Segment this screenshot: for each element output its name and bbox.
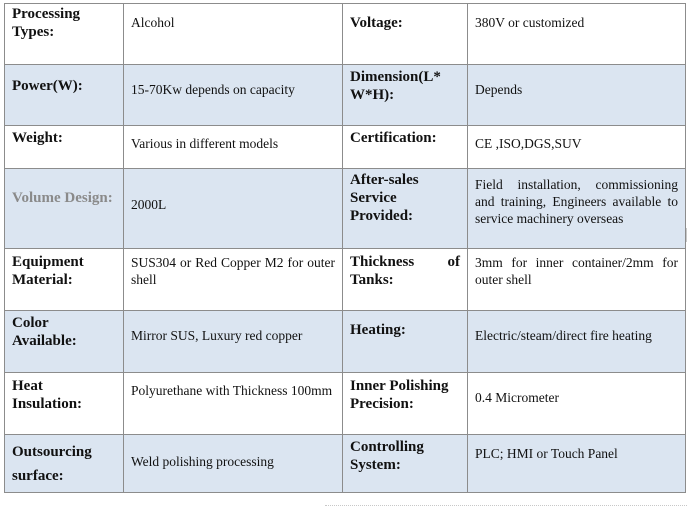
spec-value: Various in different models xyxy=(124,126,343,169)
table-row xyxy=(5,311,686,373)
spec-value: PLC; HMI or Touch Panel xyxy=(468,435,686,493)
spec-value: 15-70Kw depends on capacity xyxy=(124,65,343,126)
product-spec-table xyxy=(4,3,686,493)
spec-value: Electric/steam/direct fire heating xyxy=(468,311,686,373)
spec-value: 0.4 Micrometer xyxy=(468,373,686,435)
table-row xyxy=(5,249,686,311)
spec-label: Volume Design: xyxy=(5,169,124,249)
spec-label: After-sales Service Provided: xyxy=(343,169,468,249)
spec-value: SUS304 or Red Copper M2 for outer shell xyxy=(124,249,343,311)
spec-label: Weight: xyxy=(5,126,124,169)
spec-label: Processing Types: xyxy=(5,4,124,65)
table-row xyxy=(5,126,686,169)
spec-label: Inner Polishing Precision: xyxy=(343,373,468,435)
spec-value: CE ,ISO,DGS,SUV xyxy=(468,126,686,169)
spec-label: Voltage: xyxy=(343,4,468,65)
spec-label: Heat Insulation: xyxy=(5,373,124,435)
spec-value: Weld polishing processing xyxy=(124,435,343,493)
spec-value: Field installation, commissioning and training, Engineers available to service machinery overseas xyxy=(468,169,686,249)
spec-label: Dimension(L* W*H): xyxy=(343,65,468,126)
table-row xyxy=(5,169,686,249)
spec-label: Controlling System: xyxy=(343,435,468,493)
table-row xyxy=(5,373,686,435)
page-edge-tick xyxy=(686,228,687,242)
spec-value: 3mm for inner container/2mm for outer shell xyxy=(468,249,686,311)
spec-label: Color Available: xyxy=(5,311,124,373)
spec-label: Outsourcing surface: xyxy=(5,435,124,493)
spec-value: Mirror SUS, Luxury red copper xyxy=(124,311,343,373)
spec-label: Power(W): xyxy=(5,65,124,126)
page-edge-rule xyxy=(325,505,688,506)
spec-label: Thickness of Tanks: xyxy=(343,249,468,311)
spec-value: 2000L xyxy=(124,169,343,249)
table-row xyxy=(5,435,686,493)
spec-value: 380V or customized xyxy=(468,4,686,65)
spec-value: Polyurethane with Thickness 100mm xyxy=(124,373,343,435)
table-row xyxy=(5,4,686,65)
spec-label: Heating: xyxy=(343,311,468,373)
spec-label: Equipment Material: xyxy=(5,249,124,311)
spec-value: Depends xyxy=(468,65,686,126)
spec-value: Alcohol xyxy=(124,4,343,65)
table-row xyxy=(5,65,686,126)
spec-label: Certification: xyxy=(343,126,468,169)
